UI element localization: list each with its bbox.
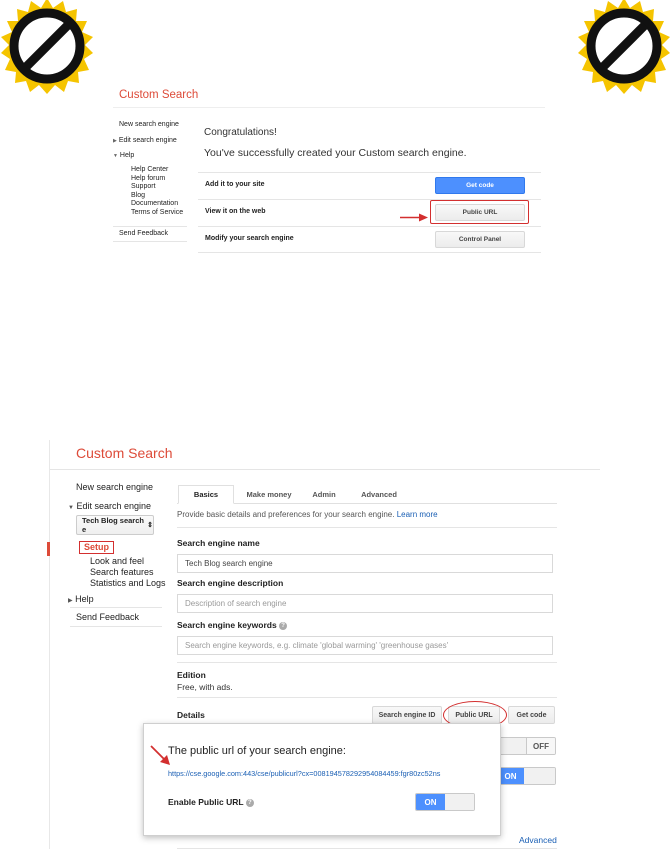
help-icon[interactable]: ? xyxy=(246,799,254,807)
view-on-web-label: View it on the web xyxy=(205,208,266,215)
help-forum-link[interactable]: Help forum xyxy=(131,174,166,182)
prohibition-badge-icon xyxy=(0,0,97,96)
caret-down-icon: ▼ xyxy=(113,153,118,159)
help-submenu xyxy=(131,166,183,217)
sidebar-edit-label: Edit search engine xyxy=(118,137,177,144)
terms-link[interactable]: Terms of Service xyxy=(131,208,184,216)
keywords-field[interactable]: Search engine keywords, e.g. climate 'global warming' 'greenhouse gases' xyxy=(177,636,553,655)
section-divider xyxy=(177,662,557,663)
blog-link[interactable]: Blog xyxy=(131,191,146,199)
toggle-track xyxy=(445,794,474,810)
select-arrows-icon: ⇕ xyxy=(147,522,153,529)
section-divider xyxy=(177,527,557,528)
enable-public-url-toggle[interactable] xyxy=(415,793,475,811)
support-link[interactable]: Support xyxy=(131,183,156,190)
tabs-baseline xyxy=(177,503,557,504)
sidebar-help[interactable] xyxy=(68,594,94,604)
app-title: Custom Search xyxy=(119,89,199,101)
details-label: Details xyxy=(177,710,205,720)
sidebar-help-label: Help xyxy=(75,594,94,604)
sidebar-send-feedback[interactable]: Send Feedback xyxy=(119,230,169,237)
help-icon[interactable]: ? xyxy=(279,622,287,630)
modify-engine-label: Modify your search engine xyxy=(205,235,294,242)
sidebar-new-search-engine[interactable]: New search engine xyxy=(119,121,179,128)
header-divider xyxy=(113,107,545,108)
sidebar-divider xyxy=(70,607,162,608)
prohibition-badge-icon xyxy=(574,0,672,96)
congrats-heading: Congratulations! xyxy=(204,127,277,138)
control-panel-button[interactable]: Control Panel xyxy=(435,231,525,248)
keywords-label xyxy=(177,620,287,630)
advanced-link[interactable]: Advanced xyxy=(519,835,557,845)
tab-advanced[interactable]: Advanced xyxy=(361,489,397,499)
sidebar-new-search-engine[interactable]: New search engine xyxy=(76,482,154,492)
edition-label: Edition xyxy=(177,670,206,680)
sidebar-search-features[interactable]: Search features xyxy=(90,567,154,577)
edit-submenu xyxy=(90,556,166,589)
dialog-title: The public url of your search engine: xyxy=(168,745,346,757)
sidebar-setup[interactable]: Setup xyxy=(79,541,114,554)
get-code-button[interactable]: Get code xyxy=(508,706,555,724)
sidebar-statistics-logs[interactable]: Statistics and Logs xyxy=(90,578,166,588)
sidebar-help[interactable] xyxy=(113,152,134,159)
sidebar-help-label: Help xyxy=(119,152,135,159)
help-center-link[interactable]: Help Center xyxy=(131,166,169,173)
search-engine-id-button[interactable]: Search engine ID xyxy=(372,706,442,724)
sidebar-divider xyxy=(113,226,187,227)
toggle-on[interactable] xyxy=(496,767,556,785)
row-divider xyxy=(198,252,541,253)
tab-make-money[interactable]: Make money xyxy=(246,489,292,499)
row-divider xyxy=(198,172,541,173)
sidebar-look-and-feel[interactable]: Look and feel xyxy=(90,556,145,566)
sidebar-edit-search-engine[interactable] xyxy=(68,501,151,511)
engine-select[interactable] xyxy=(76,515,154,535)
enable-label-text: Enable Public URL xyxy=(168,797,244,807)
engine-select-value: Tech Blog search e xyxy=(82,516,144,534)
caret-right-icon: ▶ xyxy=(113,138,117,144)
tab-admin[interactable]: Admin xyxy=(312,489,336,499)
sidebar-edit-label: Edit search engine xyxy=(76,501,152,511)
keywords-label-text: Search engine keywords xyxy=(177,620,277,630)
tab-basics[interactable]: Basics xyxy=(178,485,234,504)
learn-more-link[interactable]: Learn more xyxy=(396,510,438,519)
public-url-link[interactable]: https://cse.google.com:443/cse/publicurl?cx=008194578292954084459:fgr80zc52ns xyxy=(168,769,441,778)
description-field[interactable]: Description of search engine xyxy=(177,594,553,613)
caret-down-icon: ▼ xyxy=(68,505,74,511)
toggle-on-label: ON xyxy=(497,768,524,784)
enable-public-url-label xyxy=(168,797,254,807)
app-title: Custom Search xyxy=(76,445,173,461)
caret-right-icon: ▶ xyxy=(68,598,73,604)
row-divider xyxy=(198,226,541,227)
page-left-border xyxy=(49,440,50,849)
highlight-box xyxy=(430,200,529,224)
sidebar-divider xyxy=(113,241,187,242)
get-code-button[interactable]: Get code xyxy=(435,177,525,194)
toggle-off[interactable] xyxy=(496,737,556,755)
public-url-dialog xyxy=(143,723,501,836)
public-url-button[interactable]: Public URL xyxy=(448,706,500,724)
section-divider xyxy=(177,697,557,698)
toggle-on-track xyxy=(524,768,555,784)
toggle-on-label: ON xyxy=(416,794,445,810)
toggle-off-track xyxy=(497,738,526,754)
sidebar-edit-search-engine[interactable] xyxy=(113,137,177,144)
intro-sentence: Provide basic details and preferences for your search engine. xyxy=(177,510,395,519)
active-marker xyxy=(47,542,50,556)
sidebar-divider xyxy=(70,626,162,627)
success-message: You've successfully created your Custom search engine. xyxy=(204,147,467,159)
name-field[interactable]: Tech Blog search engine xyxy=(177,554,553,573)
name-label: Search engine name xyxy=(177,538,260,548)
red-arrow-icon xyxy=(400,209,428,218)
documentation-link[interactable]: Documentation xyxy=(131,200,179,207)
sidebar-send-feedback[interactable]: Send Feedback xyxy=(76,612,140,622)
header-divider xyxy=(50,469,600,470)
edition-value: Free, with ads. xyxy=(177,682,233,692)
intro-text xyxy=(177,510,438,519)
toggle-off-label: OFF xyxy=(526,738,555,754)
public-url-button[interactable]: Public URL xyxy=(435,204,525,221)
add-to-site-label: Add it to your site xyxy=(205,181,265,188)
description-label: Search engine description xyxy=(177,578,284,588)
